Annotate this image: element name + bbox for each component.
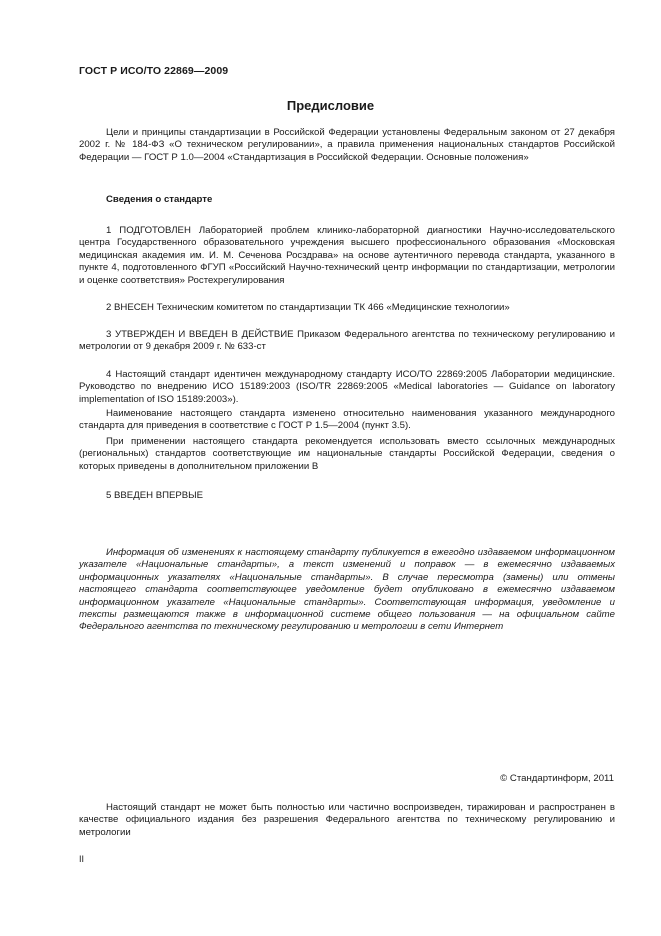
item-4-name-change: Наименование настоящего стандарта изменено относительно наименования указанного международного стандарта для приведения в соответствие с ГОСТ Р 1.5—2004 (пункт 3.5). <box>79 408 615 432</box>
item-5-first-introduced: 5 ВВЕДЕН ВПЕРВЫЕ <box>106 490 204 501</box>
reproduction-rights: Настоящий стандарт не может быть полностью или частично воспроизведен, тиражирован и распространен в качестве официального издания без разрешения Федерального агентства по техническому регулированию и метрологии <box>79 802 615 838</box>
intro-paragraph: Цели и принципы стандартизации в Российской Федерации установлены Федеральным законом от 27 декабря 2002 г. № 184-ФЗ «О техническом регулировании», а правила применения национальных стандартов Российской Федерации — ГОСТ Р 1.0—2004 «Стандартизация в Российской Федерации. Основные положения» <box>79 127 615 163</box>
section-subheading: Сведения о стандарте <box>106 194 213 205</box>
changes-notice: Информация об изменениях к настоящему стандарту публикуется в ежегодно издаваемом информационном указателе «Национальные стандарты», а текст изменений и поправок — в ежемесячно издаваемых информационных указателях «Национальные стандарты». В случае пересмотра (замены) или отмены настоящего стандарта соответствующее уведомление будет опубликовано в ежемесячно издаваемом информационном указателе «Национальные стандарты». Соответствующая информация, уведомление и тексты размещаются также в информационной системе общего пользования — на официальном сайте Федерального агентства по техническому регулированию и метрологии в сети Интернет <box>79 547 615 633</box>
item-4-identical: 4 Настоящий стандарт идентичен международному стандарту ИСО/ТО 22869:2005 Лаборатории медицинские. Руководство по внедрению ИСО 15189:2003 (ISO/TR 22869:2005 «Medical laboratories — Guidance on laboratory implementation of ISO 15189:2003»). <box>79 369 615 405</box>
item-1-prepared: 1 ПОДГОТОВЛЕН Лабораторией проблем клинико-лабораторной диагностики Научно-исследовательского центра Государственного образовательного учреждения высшего профессионального образования «Московская медицинская академия им. И. М. Сеченова Росздрава» на основе аутентичного перевода стандарта, указанного в пункте 4, подготовленного ФГУП «Российский Научно-технический центр информации по стандартизации, метрологии и оценке соответствия» Ростехрегулирования <box>79 225 615 286</box>
page-title: Предисловие <box>286 98 375 113</box>
document-header: ГОСТ Р ИСО/ТО 22869—2009 <box>79 65 229 77</box>
item-4-references: При применении настоящего стандарта рекомендуется использовать вместо ссылочных международных (региональных) стандартов соответствующие им национальные стандарты Российской Федерации, сведения о которых приведены в дополнительном приложении В <box>79 436 615 472</box>
item-3-approved: 3 УТВЕРЖДЕН И ВВЕДЕН В ДЕЙСТВИЕ Приказом Федерального агентства по техническому регулированию и метрологии от 9 декабря 2009 г. № 633-ст <box>79 329 615 353</box>
copyright-line: © Стандартинформ, 2011 <box>500 773 614 784</box>
page-number: II <box>79 854 85 864</box>
item-2-introduced: 2 ВНЕСЕН Техническим комитетом по стандартизации ТК 466 «Медицинские технологии» <box>106 302 510 313</box>
